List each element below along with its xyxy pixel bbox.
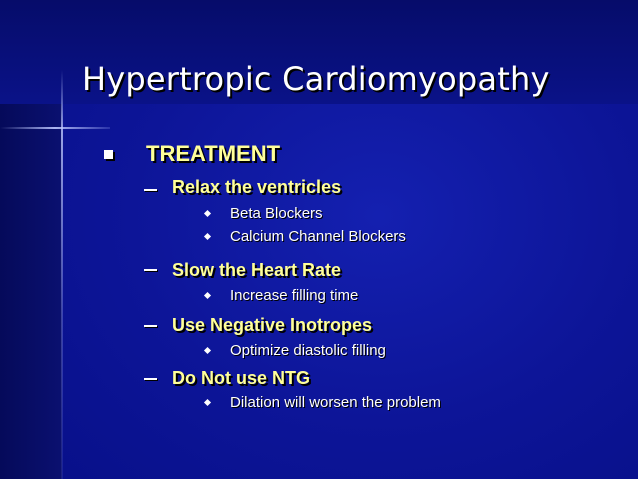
item-calcium-channel-blockers: Calcium Channel Blockers bbox=[230, 228, 406, 245]
section-label-negative-inotropes: Use Negative Inotropes bbox=[172, 315, 373, 335]
item-optimize-diastolic-filling: Optimize diastolic filling bbox=[230, 342, 386, 359]
square-bullet-icon bbox=[104, 150, 113, 159]
decorative-horizontal-line bbox=[0, 127, 110, 129]
section-label-slow-heart-rate: Slow the Heart Rate bbox=[172, 260, 342, 280]
item-beta-blockers: Beta Blockers bbox=[230, 205, 323, 222]
decorative-vertical-line bbox=[61, 70, 63, 479]
slide-title: Hypertropic Cardiomyopathy bbox=[82, 60, 550, 98]
item-increase-filling-time: Increase filling time bbox=[230, 287, 359, 304]
dash-bullet-icon bbox=[144, 378, 157, 380]
dash-bullet-icon bbox=[144, 269, 157, 271]
item-dilation-worsens: Dilation will worsen the problem bbox=[230, 394, 441, 411]
dash-bullet-icon bbox=[144, 325, 157, 327]
section-label-no-ntg: Do Not use NTG bbox=[172, 368, 310, 388]
section-label-relax: Relax the ventricles bbox=[172, 177, 342, 197]
treatment-heading: TREATMENT bbox=[146, 141, 281, 166]
dash-bullet-icon bbox=[144, 189, 157, 191]
